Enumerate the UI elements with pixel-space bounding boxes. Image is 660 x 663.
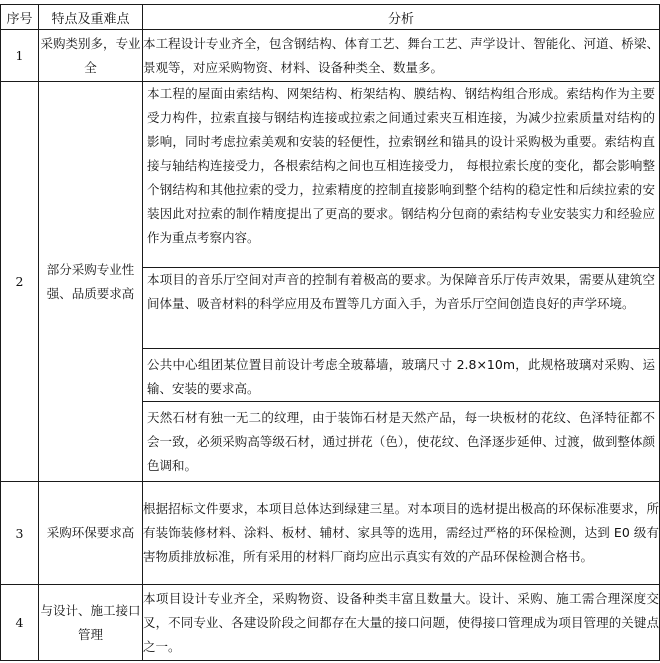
analysis-paragraph: 公共中心组团某位置目前设计考虑全玻幕墙，玻璃尺寸 2.8×10m，此规格玻璃对采购、运输、安装的要求高。 xyxy=(143,348,659,401)
header-analysis: 分析 xyxy=(143,5,660,30)
header-row xyxy=(1,5,660,30)
row-analysis: 本项目设计专业齐全，采购物资、设备种类丰富且数量大。设计、采购、施工需合理深度交叉，不同专业、各建设阶段之间都存在大量的接口问题，使得接口管理成为项目管理的关键点之一。 xyxy=(143,585,660,661)
table-row xyxy=(1,30,660,82)
header-no: 序号 xyxy=(1,5,39,30)
row-number: 4 xyxy=(1,585,39,661)
row-analysis xyxy=(143,82,660,482)
analysis-paragraph: 天然石材有独一无二的纹理，由于装饰石材是天然产品，每一块板材的花纹、色泽特征都不会一致，必须采购高等级石材，通过拼花（色），使花纹、色泽逐步延伸、过渡，做到整体颜色调和。 xyxy=(143,401,659,481)
row-analysis: 本工程设计专业齐全，包含钢结构、体育工艺、舞台工艺、声学设计、智能化、河道、桥梁、景观等，对应采购物资、材料、设备种类全、数量多。 xyxy=(143,30,660,82)
row-analysis: 根据招标文件要求，本项目总体达到绿建三星。对本项目的选材提出极高的环保标准要求，所有装饰装修材料、涂料、板材、辅材、家具等的选用，需经过严格的环保检测，达到 E0 级有害物质排放标准，所有采用的材料厂商均应出示真实有效的产品环保检测合格书。 xyxy=(143,482,660,585)
table-row xyxy=(1,585,660,661)
row-feature: 采购类别多，专业全 xyxy=(39,30,143,82)
row-feature: 部分采购专业性强、品质要求高 xyxy=(39,82,143,482)
analysis-paragraph: 本工程的屋面由索结构、网架结构、桁架结构、膜结构、钢结构组合形成。索结构作为主要受力构件，拉索直接与钢结构连接或拉索之间通过索夹互相连接，为减少拉索质量对结构的影响，同时考虑拉索美观和安装的轻便性，拉索钢丝和锚具的设计采购极为重要。索结构直接与轴结构连接受力，各根索结构之间也互相连接受力， 每根拉索长度的变化，都会影响整个钢结构和其他拉索的受力，拉索精度的控制直接影响到整个结构的稳定性和后续拉索的安装因此对拉索的制作精度提出了更高的要求。钢结构分包商的索结构专业安装实力和经验应作为重点考察内容。 xyxy=(147,86,655,245)
row-feature: 采购环保要求高 xyxy=(39,482,143,585)
row-feature: 与设计、施工接口管理 xyxy=(39,585,143,661)
row-number: 1 xyxy=(1,30,39,82)
table-row xyxy=(1,482,660,585)
analysis-table xyxy=(0,4,660,661)
analysis-paragraph: 本项目的音乐厅空间对声音的控制有着极高的要求。为保障音乐厅传声效果，需要从建筑空间体量、吸音材料的科学应用及布置等几方面入手，为音乐厅空间创造良好的声学环境。 xyxy=(143,267,659,348)
header-feature: 特点及重难点 xyxy=(39,5,143,30)
table-row xyxy=(1,82,660,482)
row-number: 2 xyxy=(1,82,39,482)
row-number: 3 xyxy=(1,482,39,585)
